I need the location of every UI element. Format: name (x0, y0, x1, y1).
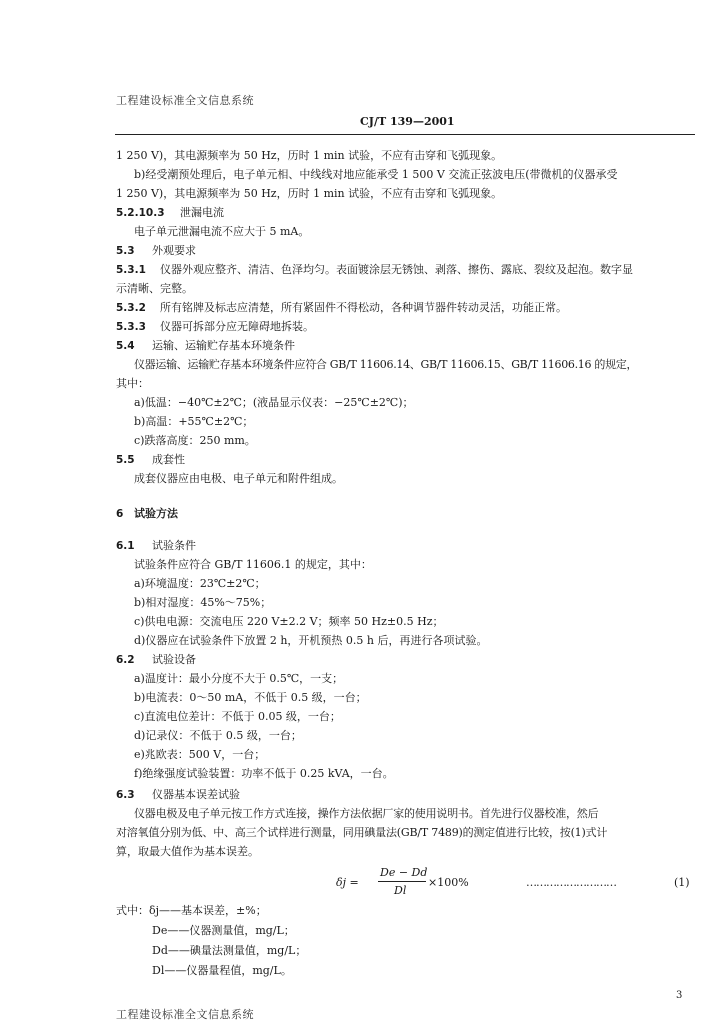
clause-heading: 成套性 (152, 453, 185, 466)
list-item: f)绝缘强度试验装置：功率不低于 0.25 kVA，一台。 (134, 767, 394, 780)
clause-heading: 试验条件 (152, 539, 196, 552)
page-number: 3 (676, 990, 683, 1001)
chapter-title: 试验方法 (134, 507, 178, 520)
formula-rhs: ×100% (428, 876, 469, 889)
text-line: 试验条件应符合 GB/T 11606.1 的规定，其中： (134, 558, 372, 571)
where-clause: De——仪器测量值，mg/L； (152, 924, 295, 937)
list-item: d)记录仪：不低于 0.5 级，一台； (134, 729, 302, 742)
formula-denominator: Dl (394, 884, 407, 897)
text-line: 电子单元泄漏电流不应大于 5 mA。 (134, 225, 310, 238)
clause-number: 6.1 (116, 540, 135, 552)
list-item: d)仪器应在试验条件下放置 2 h，开机预热 0.5 h 后，再进行各项试验。 (134, 634, 488, 647)
list-item: a)低温：−40℃±2℃；(液晶显示仪表：−25℃±2℃)； (134, 396, 414, 409)
list-item: a)温度计：最小分度不大于 0.5℃，一支； (134, 672, 344, 685)
where-clause: 式中：δj——基本误差，±%； (116, 904, 267, 917)
text-line: 仪器电极及电子单元按工作方式连接，操作方法依据厂家的使用说明书。首先进行仪器校准，然后 (134, 807, 599, 820)
list-item: b)相对湿度：45%～75%； (134, 596, 272, 609)
text-line: 成套仪器应由电极、电子单元和附件组成。 (134, 472, 343, 485)
clause-number: 5.5 (116, 454, 135, 466)
text-line: 所有铭牌及标志应清楚，所有紧固件不得松动，各种调节器件转动灵活，功能正常。 (160, 301, 567, 314)
list-item: e)兆欧表：500 V，一台； (134, 748, 266, 761)
where-clause: Dl——仪器量程值，mg/L。 (152, 964, 292, 977)
document-code: CJ/T 139—2001 (360, 115, 455, 128)
text-line: 仪器外观应整齐、清洁、色泽均匀。表面镀涂层无锈蚀、剥落、擦伤、露底、裂纹及起泡。数字显 (160, 263, 633, 276)
clause-number: 6.3 (116, 789, 135, 801)
clause-heading: 外观要求 (152, 244, 196, 257)
clause-heading: 泄漏电流 (180, 206, 224, 219)
clause-number: 5.3.3 (116, 321, 146, 333)
text-line: 1 250 V)，其电源频率为 50 Hz，历时 1 min 试验，不应有击穿和飞弧现象。 (116, 187, 503, 200)
formula-number: (1) (674, 876, 690, 889)
watermark-footer: 工程建设标准全文信息系统 (116, 1008, 254, 1021)
list-item: b)电流表：0～50 mA，不低于 0.5 级，一台； (134, 691, 367, 704)
list-item: c)跌落高度：250 mm。 (134, 434, 256, 447)
formula-numerator: De − Dd (380, 866, 428, 879)
header-rule (115, 134, 695, 135)
formula-leader: ……………………… (526, 876, 616, 889)
text-line: 仪器可拆部分应无障碍地拆装。 (160, 320, 314, 333)
where-clause: Dd——碘量法测量值，mg/L； (152, 944, 307, 957)
clause-heading: 试验设备 (152, 653, 196, 666)
watermark-header: 工程建设标准全文信息系统 (116, 94, 254, 107)
list-item: a)环境温度：23℃±2℃； (134, 577, 266, 590)
clause-number: 5.2.10.3 (116, 207, 165, 219)
text-line: 对溶氧值分别为低、中、高三个试样进行测量，同用碘量法(GB/T 7489)的测定值进行比较，按(1)式计 (116, 826, 608, 839)
formula-lhs: δj = (336, 876, 359, 889)
clause-heading: 运输、运输贮存基本环境条件 (152, 339, 295, 352)
clause-number: 6.2 (116, 654, 135, 666)
text-line: b)经受潮预处理后，电子单元相、中线线对地应能承受 1 500 V 交流正弦波电压(带微机的仪器承受 (134, 168, 618, 181)
list-item: c)直流电位差计：不低于 0.05 级，一台； (134, 710, 341, 723)
fraction-bar (378, 881, 426, 882)
text-line: 1 250 V)，其电源频率为 50 Hz，历时 1 min 试验，不应有击穿和飞弧现象。 (116, 149, 503, 162)
text-line: 算，取最大值作为基本误差。 (116, 845, 259, 858)
list-item: b)高温：+55℃±2℃； (134, 415, 254, 428)
text-line: 示清晰、完整。 (116, 282, 193, 295)
text-line: 其中： (116, 377, 149, 390)
clause-number: 5.3.1 (116, 264, 146, 276)
clause-number: 5.4 (116, 340, 135, 352)
clause-heading: 仪器基本误差试验 (152, 788, 240, 801)
clause-number: 5.3.2 (116, 302, 146, 314)
clause-number: 5.3 (116, 245, 135, 257)
text-line: 仪器运输、运输贮存基本环境条件应符合 GB/T 11606.14、GB/T 11606.15、GB/T 11606.16 的规定， (134, 358, 638, 371)
list-item: c)供电电源：交流电压 220 V±2.2 V；频率 50 Hz±0.5 Hz； (134, 615, 444, 628)
chapter-number: 6 (116, 508, 124, 520)
